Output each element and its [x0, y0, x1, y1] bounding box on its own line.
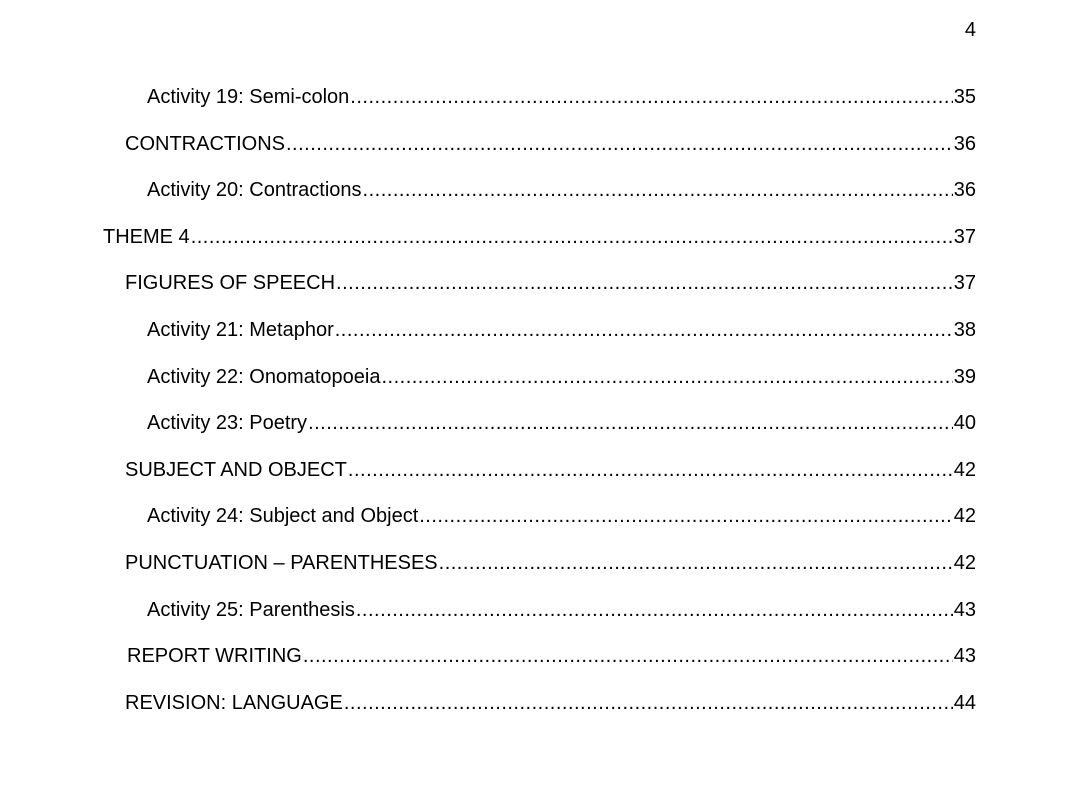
toc-entry[interactable] [0, 270, 1080, 317]
toc-entry[interactable] [0, 177, 1080, 224]
toc-entry-title: Activity 23: Poetry [147, 412, 308, 435]
toc-entry-page: 38 [953, 318, 976, 341]
toc-entry[interactable] [0, 643, 1080, 690]
toc-entry-title: Activity 21: Metaphor [147, 318, 334, 341]
toc-entry-page: 42 [953, 458, 976, 481]
toc-dot-leader [286, 131, 953, 157]
toc-entry-title: REVISION: LANGUAGE [125, 691, 343, 714]
toc-entry[interactable] [0, 224, 1080, 271]
toc-entry-title: REPORT WRITING [127, 645, 302, 668]
toc-dot-leader [335, 317, 953, 343]
toc-entry-page: 36 [953, 179, 976, 202]
toc-entry-page: 37 [953, 272, 976, 295]
page-number: 4 [964, 19, 976, 41]
toc-entry[interactable] [0, 317, 1080, 364]
toc-entry[interactable] [0, 131, 1080, 178]
toc-entry-title: PUNCTUATION – PARENTHESES [125, 551, 438, 574]
toc-entry[interactable] [0, 84, 1080, 131]
toc-dot-leader [308, 410, 953, 436]
toc-entry-title: FIGURES OF SPEECH [125, 272, 336, 295]
toc-entry-title: Activity 24: Subject and Object [147, 505, 419, 528]
toc-dot-leader [303, 643, 953, 669]
toc-entry[interactable] [0, 690, 1080, 737]
toc-entry[interactable] [0, 457, 1080, 504]
toc-dot-leader [348, 457, 953, 483]
toc-dot-leader [191, 224, 953, 250]
toc-entry-page: 37 [953, 225, 976, 248]
toc-entry-page: 43 [953, 598, 976, 621]
toc-dot-leader [336, 270, 953, 296]
toc-entry-title: Activity 20: Contractions [147, 179, 362, 202]
toc-entry-title: CONTRACTIONS [125, 132, 285, 155]
toc-dot-leader [419, 503, 953, 529]
toc-entry-page: 42 [953, 551, 976, 574]
toc-entry[interactable] [0, 410, 1080, 457]
toc-entry-page: 44 [953, 691, 976, 714]
toc-entry[interactable] [0, 550, 1080, 597]
table-of-contents [0, 84, 1080, 736]
toc-entry-page: 36 [953, 132, 976, 155]
toc-entry[interactable] [0, 364, 1080, 411]
toc-entry-title: THEME 4 [103, 225, 190, 248]
toc-entry-page: 40 [953, 412, 976, 435]
toc-entry-title: Activity 22: Onomatopoeia [147, 365, 381, 388]
toc-entry[interactable] [0, 597, 1080, 644]
toc-entry[interactable] [0, 503, 1080, 550]
toc-dot-leader [363, 177, 953, 203]
toc-entry-page: 35 [953, 86, 976, 108]
toc-dot-leader [439, 550, 953, 576]
toc-entry-title: Activity 19: Semi-colon [147, 86, 350, 108]
toc-dot-leader [356, 597, 953, 623]
toc-dot-leader [350, 84, 952, 110]
toc-entry-page: 39 [953, 365, 976, 388]
toc-entry-title: Activity 25: Parenthesis [147, 598, 355, 621]
toc-dot-leader [344, 690, 953, 716]
toc-entry-title: SUBJECT AND OBJECT [125, 458, 347, 481]
toc-entry-page: 43 [953, 645, 976, 668]
toc-dot-leader [381, 364, 952, 390]
toc-entry-page: 42 [953, 505, 976, 528]
